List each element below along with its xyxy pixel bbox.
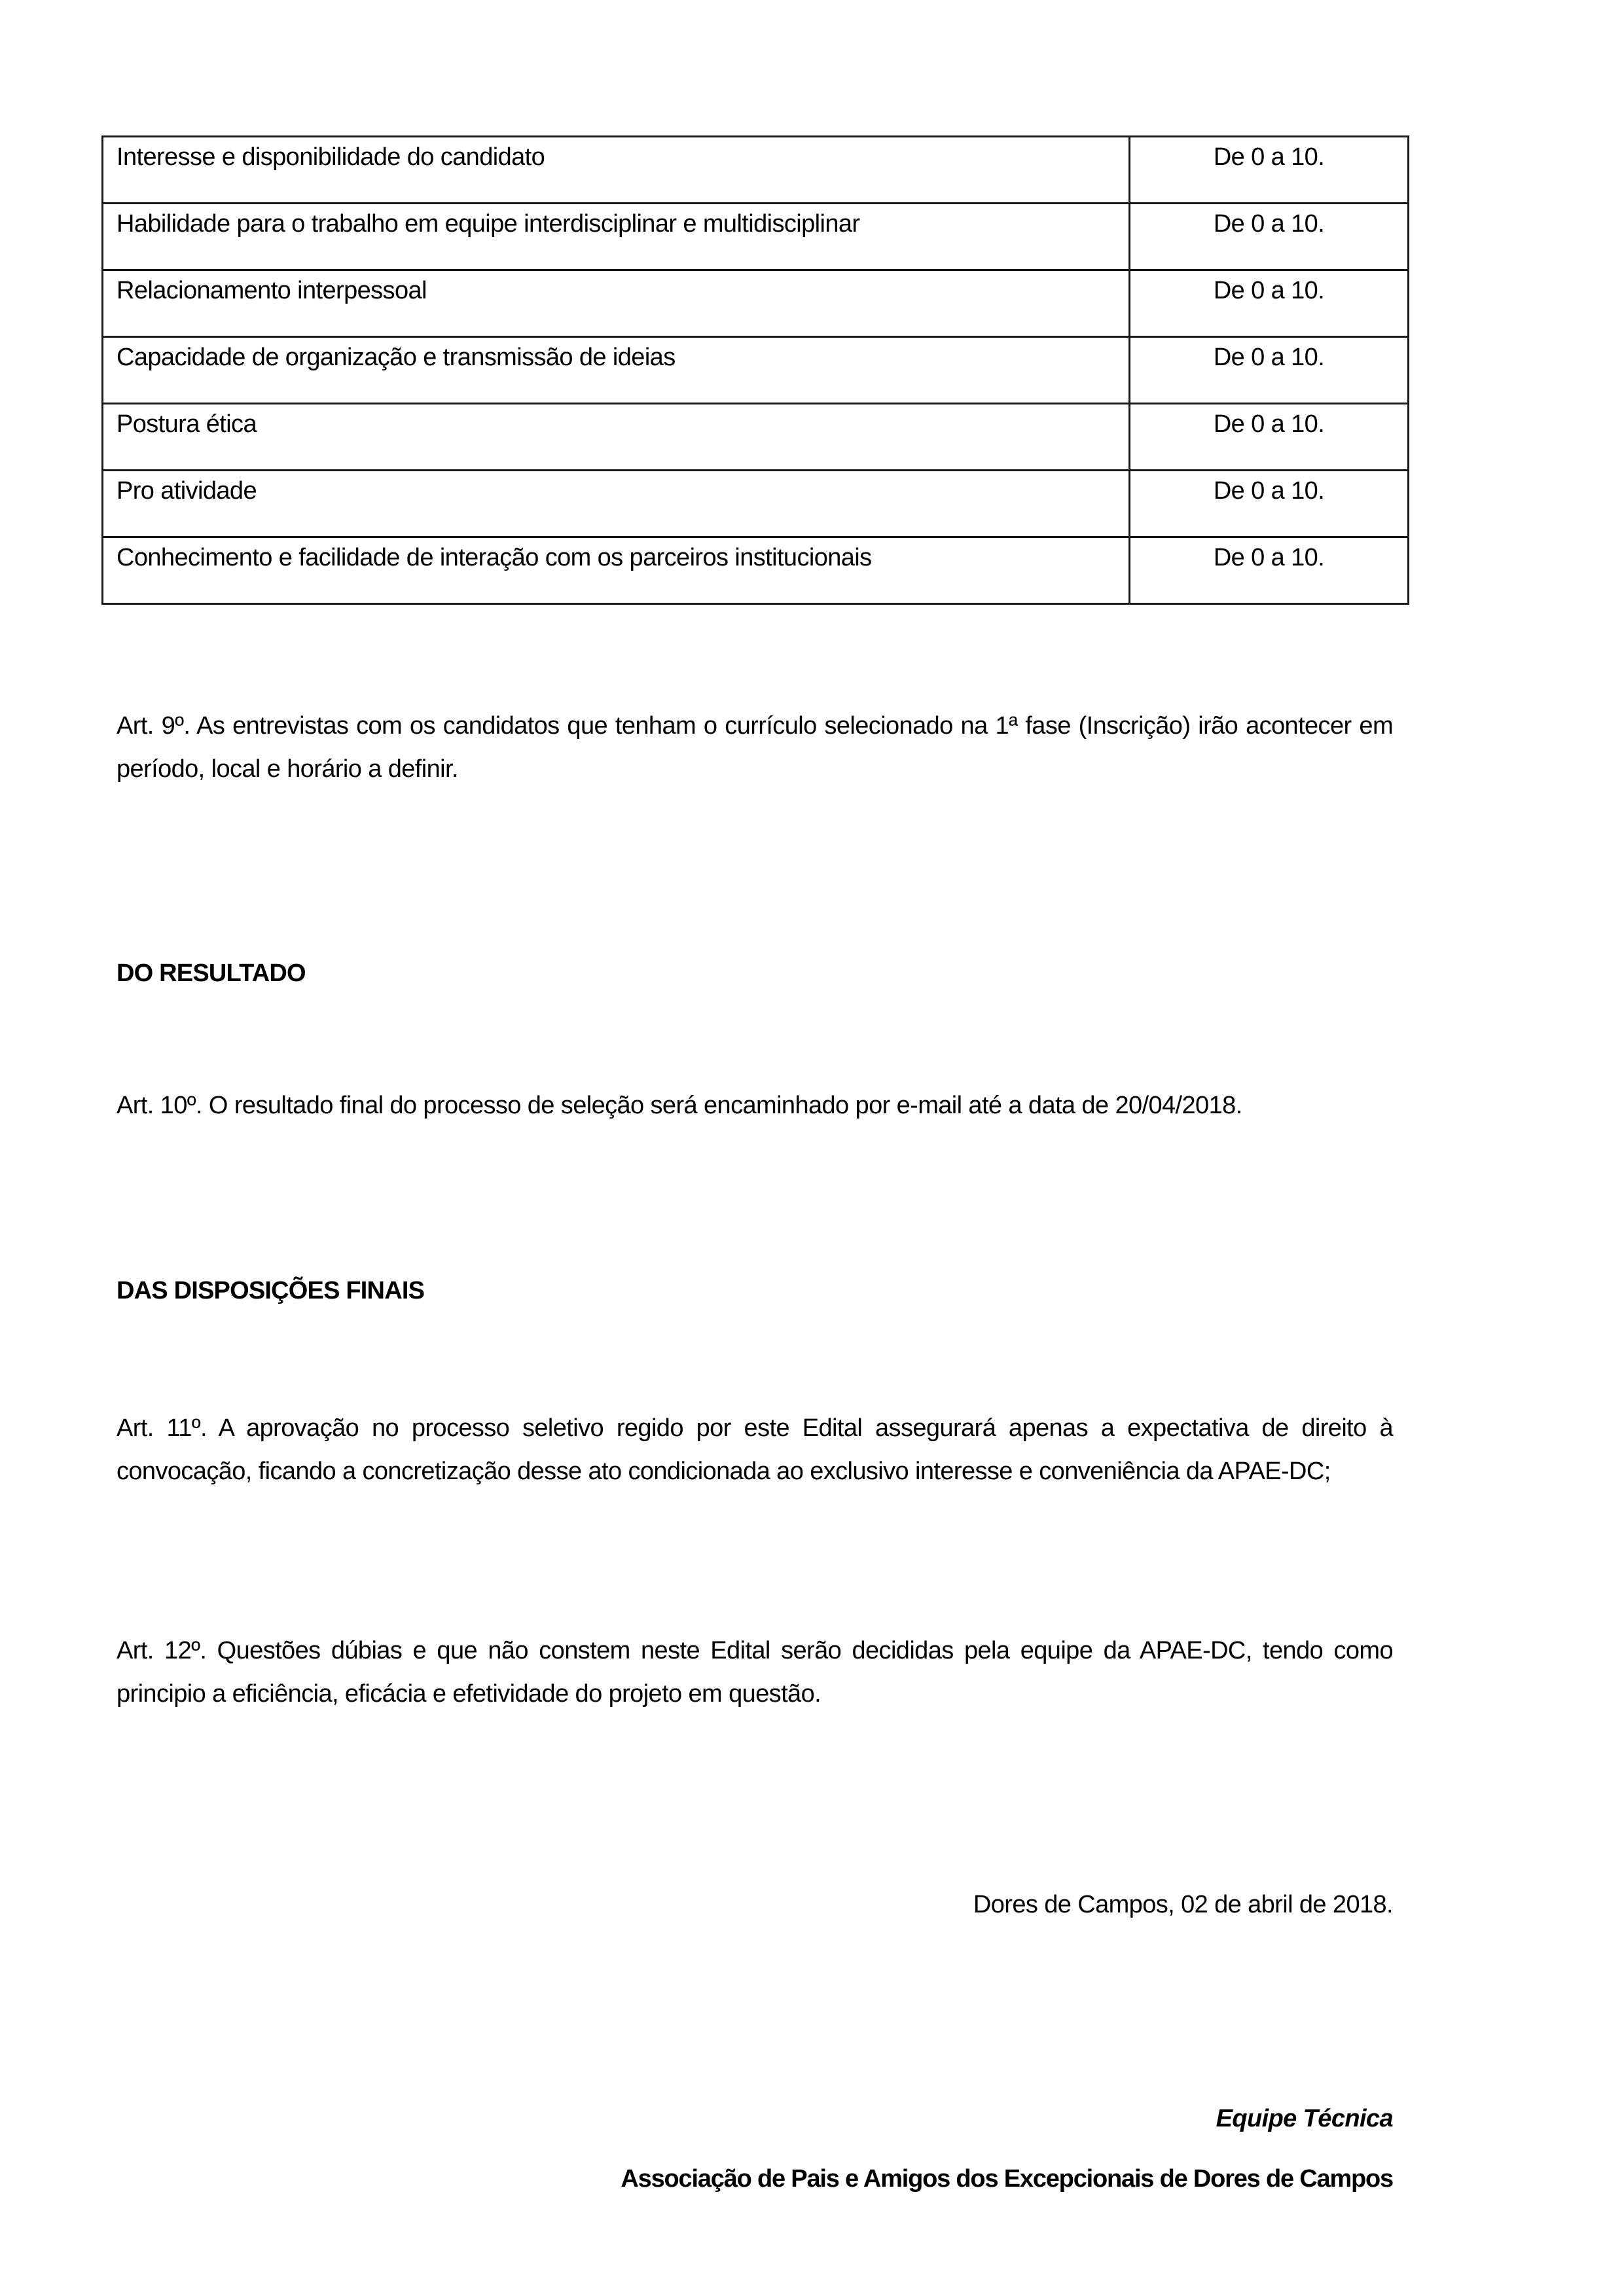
score-cell: De 0 a 10. [1130, 337, 1409, 404]
score-cell: De 0 a 10. [1130, 404, 1409, 471]
article-10: Art. 10º. O resultado final do processo de seleção será encaminhado por e-mail até a data de 20/04/2018. [117, 1092, 1242, 1119]
section-heading-disposicoes-finais: DAS DISPOSIÇÕES FINAIS [117, 1277, 425, 1304]
table-row [103, 404, 1409, 471]
criterion-cell: Capacidade de organização e transmissão de ideias [103, 337, 1130, 404]
score-cell: De 0 a 10. [1130, 204, 1409, 270]
score-cell: De 0 a 10. [1130, 270, 1409, 337]
table-row [103, 137, 1409, 204]
signature-team: Equipe Técnica [1216, 2105, 1393, 2132]
place-date: Dores de Campos, 02 de abril de 2018. [973, 1891, 1393, 1918]
criterion-cell: Postura ética [103, 404, 1130, 471]
criterion-cell: Conhecimento e facilidade de interação com os parceiros institucionais [103, 537, 1130, 604]
criterion-cell: Habilidade para o trabalho em equipe interdisciplinar e multidisciplinar [103, 204, 1130, 270]
score-cell: De 0 a 10. [1130, 137, 1409, 204]
table-row [103, 337, 1409, 404]
table-row [103, 471, 1409, 537]
section-heading-resultado: DO RESULTADO [117, 960, 306, 987]
table-row [103, 537, 1409, 604]
criterion-cell: Interesse e disponibilidade do candidato [103, 137, 1130, 204]
criterion-cell: Relacionamento interpessoal [103, 270, 1130, 337]
article-11: Art. 11º. A aprovação no processo seletivo regido por este Edital assegurará apenas a expectativa de direito à convocação, ficando a concretização desse ato condicionada ao exclusivo interesse e conveniência da APAE-DC; [117, 1414, 1393, 1485]
criterion-cell: Pro atividade [103, 471, 1130, 537]
criteria-table [101, 135, 1409, 605]
signature-organization: Associação de Pais e Amigos dos Excepcionais de Dores de Campos [621, 2165, 1393, 2193]
score-cell: De 0 a 10. [1130, 537, 1409, 604]
score-cell: De 0 a 10. [1130, 471, 1409, 537]
article-12: Art. 12º. Questões dúbias e que não constem neste Edital serão decididas pela equipe da APAE-DC, tendo como principio a eficiência, eficácia e efetividade do projeto em questão. [117, 1637, 1393, 1708]
table-row [103, 270, 1409, 337]
article-9: Art. 9º. As entrevistas com os candidatos que tenham o currículo selecionado na 1ª fase (Inscrição) irão acontecer em período, local e horário a definir. [117, 712, 1393, 783]
table-row [103, 204, 1409, 270]
